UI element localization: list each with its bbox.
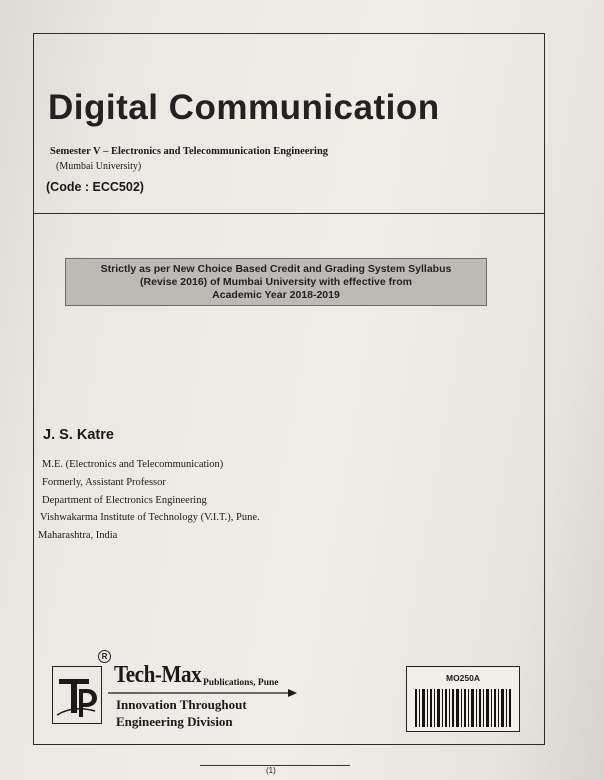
course-code: (Code : ECC502): [46, 180, 144, 194]
syllabus-line-1: Strictly as per New Choice Based Credit and Grading System Syllabus: [100, 263, 452, 275]
syllabus-line-3: Academic Year 2018-2019: [212, 289, 340, 301]
university-line: (Mumbai University): [56, 161, 142, 172]
author-credential: Maharashtra, India: [38, 530, 118, 541]
author-credential: Department of Electronics Engineering: [42, 495, 207, 506]
publisher-name: Tech-Max: [114, 662, 202, 688]
publisher-tagline-2: Engineering Division: [116, 714, 233, 729]
registered-mark-icon: R: [98, 650, 111, 663]
publisher-tagline-1: Innovation Throughout: [116, 697, 247, 712]
author-name: J. S. Katre: [43, 427, 114, 443]
barcode-label: [406, 666, 520, 732]
author-credential: Formerly, Assistant Professor: [42, 477, 166, 488]
divider-rule: [34, 213, 544, 214]
semester-line: Semester V – Electronics and Telecommunication Engineering: [50, 146, 329, 157]
syllabus-line-2: (Revise 2016) of Mumbai University with effective from: [140, 276, 412, 288]
techmax-logo-icon: [52, 666, 102, 724]
book-title: Digital Communication: [48, 88, 440, 127]
publisher-city: Publications, Pune: [203, 678, 279, 688]
author-credential: M.E. (Electronics and Telecommunication): [42, 459, 224, 470]
page-number: (1): [266, 766, 276, 775]
barcode-icon: [415, 689, 511, 727]
page-border-frame: [33, 33, 545, 745]
syllabus-note-box: [65, 258, 487, 306]
barcode-id: MO250A: [445, 673, 480, 683]
author-credential: Vishwakarma Institute of Technology (V.I.T.), Pune.: [40, 512, 260, 523]
